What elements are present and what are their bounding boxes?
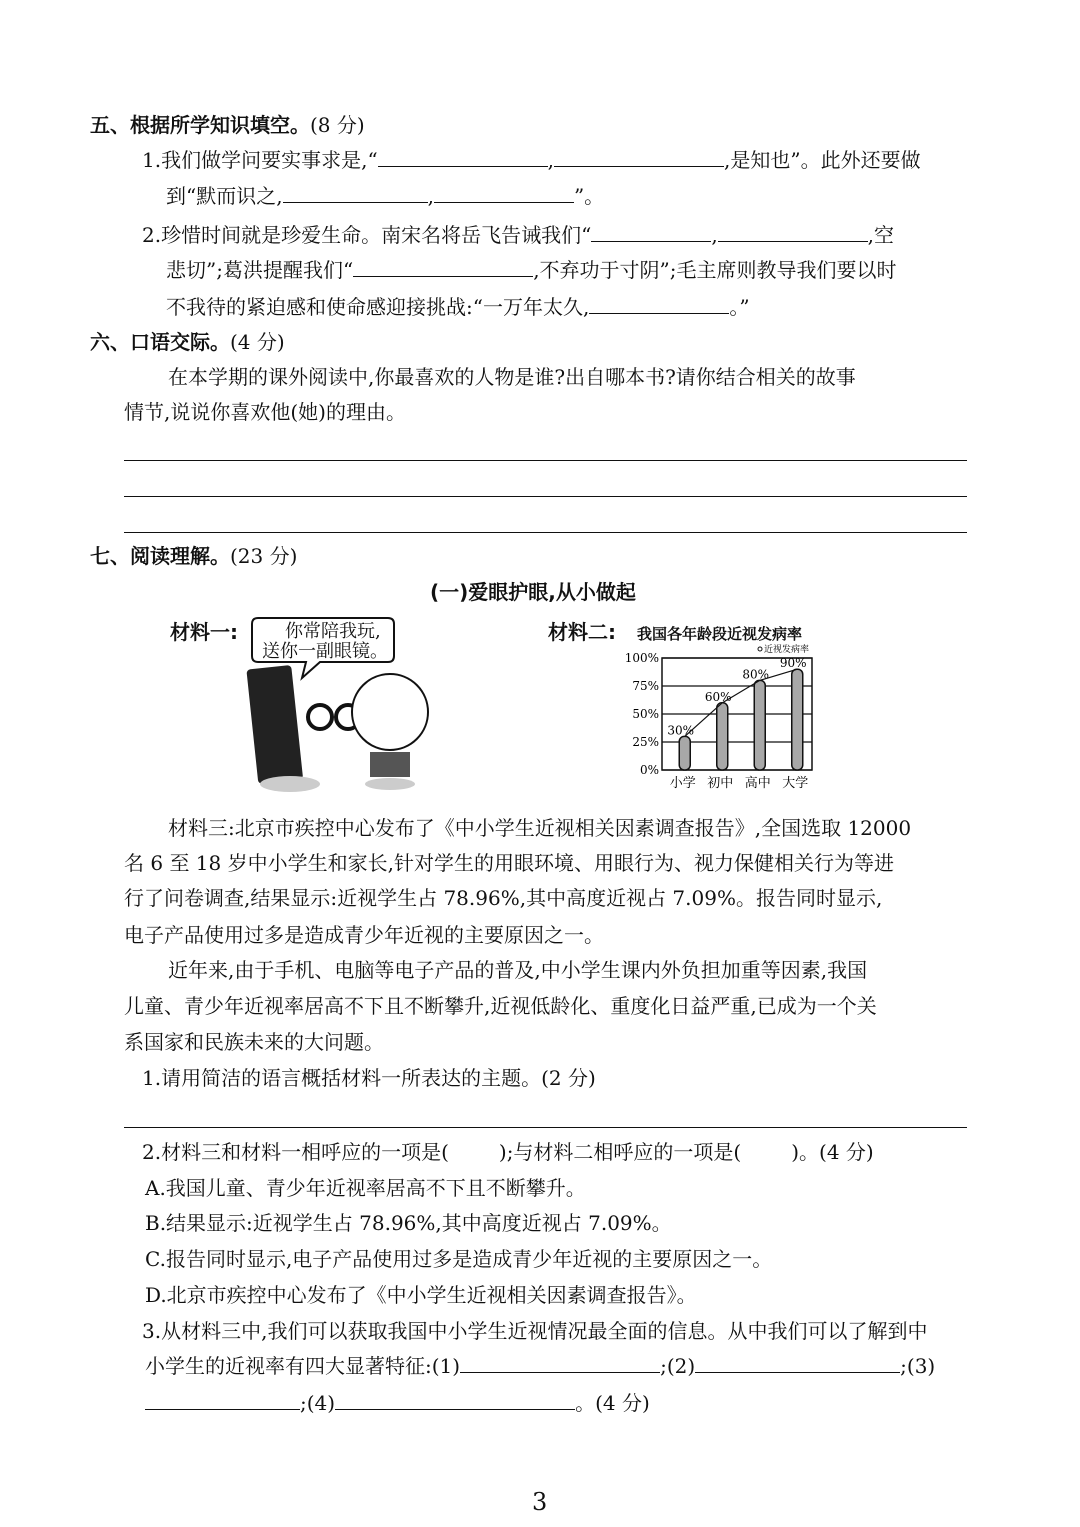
x-tick-label: 小学 xyxy=(669,776,696,791)
data-label: 80% xyxy=(742,667,770,682)
legend-marker xyxy=(758,647,762,651)
data-label: 30% xyxy=(667,723,695,738)
s5-q1-line2: 到“默而识之, , ”。 xyxy=(166,184,605,208)
answer-line[interactable] xyxy=(124,496,967,497)
data-label: 90% xyxy=(779,656,807,671)
m3-line: 电子产品使用过多是造成青少年近视的主要原因之一。 xyxy=(124,923,604,947)
answer-line[interactable] xyxy=(124,1127,967,1128)
m3-line: 材料三:北京市疾控中心发布了《中小学生近视相关因素调查报告》,全国选取 12000 xyxy=(168,816,912,840)
option-b: B.结果显示:近视学生占 78.96%,其中高度近视占 7.09%。 xyxy=(145,1211,672,1235)
question-3-line1: 3.从材料三中,我们可以获取我国中小学生近视情况最全面的信息。从中我们可以了解到中 xyxy=(142,1319,928,1343)
y-tick-label: 75% xyxy=(632,679,659,693)
answer-blank[interactable] xyxy=(589,295,729,314)
legend-label: 近视发病率 xyxy=(764,645,810,655)
option-d: D.北京市疾控中心发布了《中小学生近视相关因素调查报告》。 xyxy=(145,1283,697,1307)
x-tick-label: 初中 xyxy=(707,776,734,791)
trend-line xyxy=(685,669,798,736)
y-tick-label: 0% xyxy=(639,763,659,777)
answer-blank[interactable] xyxy=(554,148,724,167)
s6-prompt-line2: 情节,说说你喜欢他(她)的理由。 xyxy=(124,400,406,424)
answer-blank[interactable] xyxy=(460,1354,660,1373)
s5-q2-line1: 2.珍惜时间就是珍爱生命。南宋名将岳飞告诫我们“ , ,空 xyxy=(142,223,895,247)
s6-prompt-line1: 在本学期的课外阅读中,你最喜欢的人物是谁?出自哪本书?请你结合相关的故事 xyxy=(168,365,856,389)
bubble-text-1: 你常陪我玩, xyxy=(285,621,381,642)
bar xyxy=(792,669,803,770)
answer-blank[interactable] xyxy=(718,223,868,242)
p2-line: 近年来,由于手机、电脑等电子产品的普及,中小学生课内外负担加重等因素,我国 xyxy=(168,958,868,982)
data-label: 60% xyxy=(704,689,732,704)
question-1: 1.请用简洁的语言概括材料一所表达的主题。(2 分) xyxy=(142,1066,596,1090)
answer-blank[interactable] xyxy=(378,148,548,167)
page-number: 3 xyxy=(532,1488,548,1516)
material-2-label: 材料二: xyxy=(548,620,616,644)
x-tick-label: 大学 xyxy=(782,776,809,791)
answer-blank[interactable] xyxy=(283,184,428,203)
material-1-label: 材料一: xyxy=(170,620,238,644)
answer-blank[interactable] xyxy=(591,223,711,242)
answer-line[interactable] xyxy=(124,532,967,533)
chart-title: 我国各年龄段近视发病率 xyxy=(637,625,803,643)
s5-q1-line1: 1.我们做学问要实事求是,“ , ,是知也”。此外还要做 xyxy=(142,148,921,172)
option-a: A.我国儿童、青少年近视率居高不下且不断攀升。 xyxy=(145,1176,586,1200)
m3-line: 行了问卷调查,结果显示:近视学生占 78.96%,其中高度近视占 7.09%。报告同时显示, xyxy=(124,886,883,910)
section-7-heading: 七、阅读理解。(23 分) xyxy=(90,544,298,568)
section-5-heading: 五、根据所学知识填空。(8 分) xyxy=(90,113,365,137)
bubble-text-2: 送你一副眼镜。 xyxy=(262,641,388,662)
answer-blank[interactable] xyxy=(434,184,574,203)
boy-character xyxy=(352,674,428,750)
s5-q2-line2: 悲切”;葛洪提醒我们“ ,不弃功于寸阴”;毛主席则教导我们要以时 xyxy=(166,258,897,282)
question-3-line3: ;(4) 。(4 分) xyxy=(145,1391,650,1415)
m3-line: 名 6 至 18 岁中小学生和家长,针对学生的用眼环境、用眼行为、视力保健相关行为等进 xyxy=(124,851,894,875)
phone-character xyxy=(246,665,303,784)
y-tick-label: 50% xyxy=(632,707,659,721)
answer-blank[interactable] xyxy=(145,1391,300,1410)
myopia-bar-chart xyxy=(620,640,840,800)
x-tick-label: 高中 xyxy=(744,776,771,791)
reading-title: (一)爱眼护眼,从小做起 xyxy=(430,580,636,604)
p2-line: 系国家和民族未来的大问题。 xyxy=(124,1030,384,1054)
option-c: C.报告同时显示,电子产品使用过多是造成青少年近视的主要原因之一。 xyxy=(145,1247,773,1271)
bar xyxy=(754,680,765,770)
glasses-icon xyxy=(308,705,332,729)
y-tick-label: 25% xyxy=(632,735,659,749)
bar xyxy=(679,736,690,770)
p2-line: 儿童、青少年近视率居高不下且不断攀升,近视低龄化、重度化日益严重,已成为一个关 xyxy=(124,994,877,1018)
question-3-line2: 小学生的近视率有四大显著特征:(1) ;(2) ;(3) xyxy=(145,1354,936,1378)
question-2: 2.材料三和材料一相呼应的一项是( );与材料二相呼应的一项是( )。(4 分) xyxy=(142,1140,874,1164)
answer-blank[interactable] xyxy=(695,1354,900,1373)
answer-blank[interactable] xyxy=(353,258,533,277)
bar xyxy=(717,703,728,770)
s5-q2-line3: 不我待的紧迫感和使命感迎接挑战:“一万年太久, 。” xyxy=(166,295,750,319)
section-6-heading: 六、口语交际。(4 分) xyxy=(90,330,285,354)
y-tick-label: 100% xyxy=(624,651,659,665)
answer-line[interactable] xyxy=(124,460,967,461)
answer-blank[interactable] xyxy=(335,1391,575,1410)
